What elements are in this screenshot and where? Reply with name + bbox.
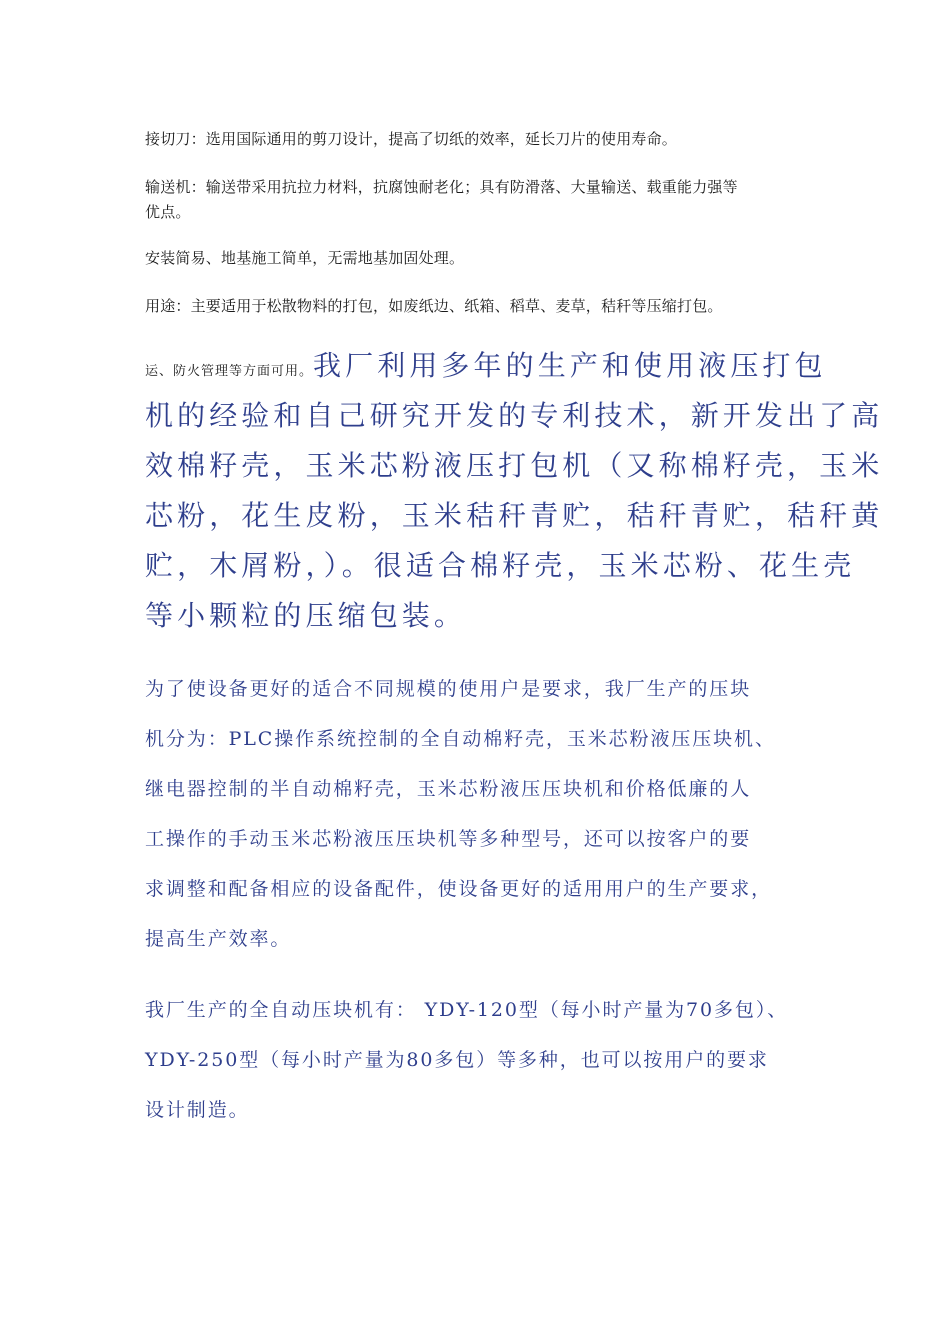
models-line-6: 提高生产效率。 [145,928,292,950]
auto-models-line-1: 我厂生产的全自动压块机有： YDY-120型（每小时产量为70多包）、 [145,999,789,1021]
auto-models-line-2: YDY-250型（每小时产量为80多包）等多种，也可以按用户的要求 [145,1049,769,1071]
intro-line-6: 等小颗粒的压缩包装。 [145,599,467,632]
spec-cutter-line: 接切刀：选用国际通用的剪刀设计，提高了切纸的效率，延长刀片的使用寿命。 [145,130,678,148]
spec-usage-line: 用途：主要适用于松散物料的打包，如废纸边、纸箱、稻草、麦草，秸秆等压缩打包。 [145,297,723,315]
intro-prefix: 运、防火管理等方面可用。 [145,364,314,379]
intro-line-3: 效棉籽壳，玉米芯粉液压打包机（又称棉籽壳，玉米 [145,449,884,482]
models-line-2: 机分为：PLC操作系统控制的全自动棉籽壳，玉米芯粉液压压块机、 [145,728,776,750]
auto-models-line-3: 设计制造。 [145,1099,250,1121]
models-line-4: 工操作的手动玉米芯粉液压压块机等多种型号，还可以按客户的要 [145,828,752,850]
intro-line-4: 芯粉，花生皮粉，玉米秸秆青贮，秸秆青贮，秸秆黄 [145,499,884,532]
intro-line-1: 我厂利用多年的生产和使用液压打包 [313,349,827,382]
models-line-3: 继电器控制的半自动棉籽壳，玉米芯粉液压压块机和价格低廉的人 [145,778,752,800]
spec-installation-line: 安装简易、地基施工简单，无需地基加固处理。 [145,249,465,267]
intro-line-2: 机的经验和自己研究开发的专利技术，新开发出了高 [145,399,884,432]
spec-conveyor-line-1: 输送机：输送带采用抗拉力材料，抗腐蚀耐老化；具有防滑落、大量输送、载重能力强等 [145,178,738,196]
intro-line-5: 贮，木屑粉，）。很适合棉籽壳，玉米芯粉、花生壳 [145,549,856,582]
spec-conveyor-line-2: 优点。 [145,203,191,221]
intro-first-line [145,344,827,384]
models-line-1: 为了使设备更好的适合不同规模的使用户是要求，我厂生产的压块 [145,678,752,700]
models-line-5: 求调整和配备相应的设备配件，使设备更好的适用用户的生产要求， [145,878,773,900]
